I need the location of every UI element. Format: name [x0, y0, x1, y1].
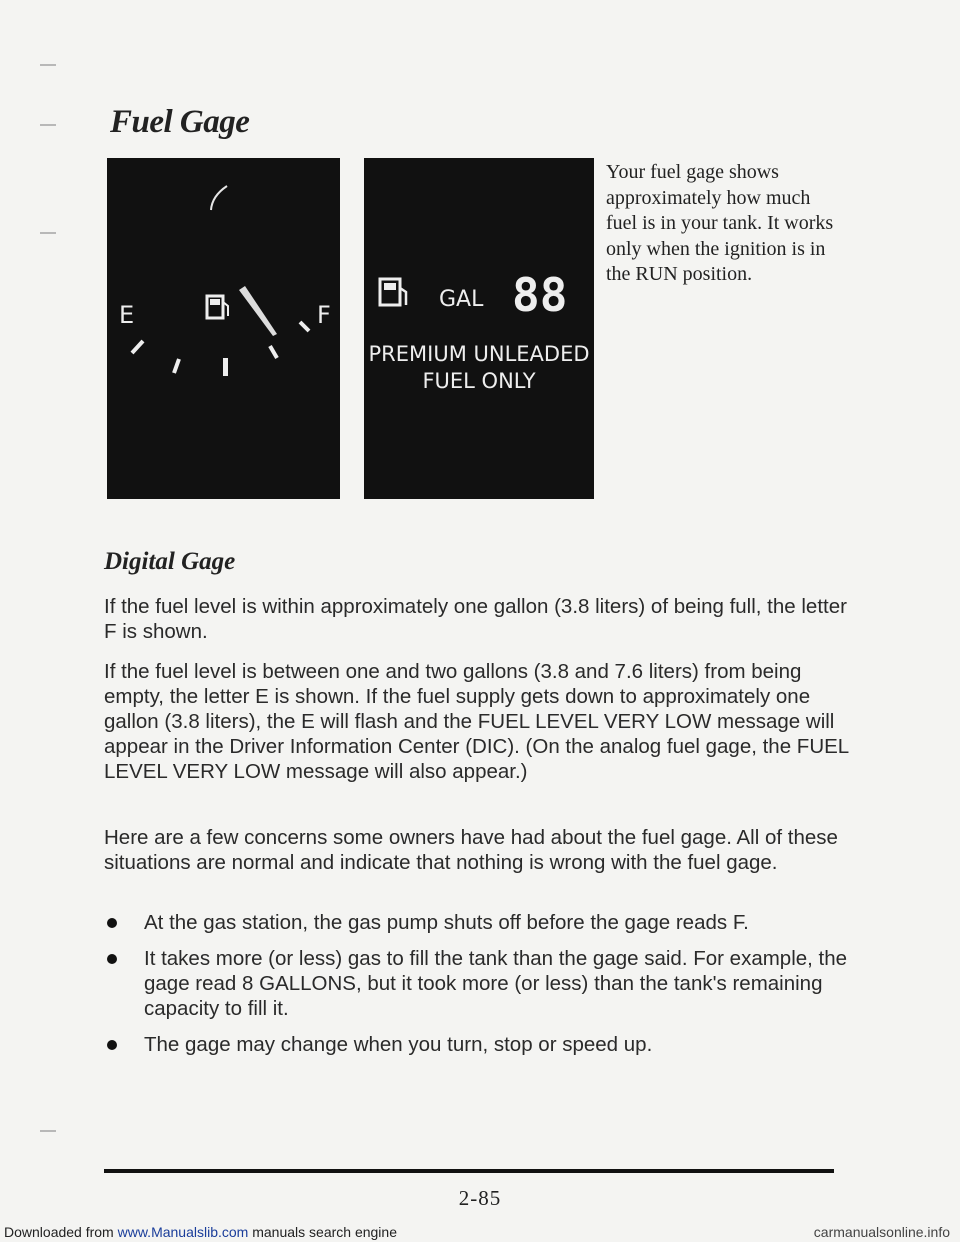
- list-item-text: The gage may change when you turn, stop or speed up.: [144, 1033, 653, 1056]
- paragraph: If the fuel level is between one and two gallons (3.8 and 7.6 liters) from being empty, the letter E is shown. If the fuel supply gets down to approximately one gallon (3.8 liters), the E will flash and the FUEL LEVEL VERY LOW message will appear in the Driver Information Center (DIC). (On the analog fuel gage, the FUEL LEVEL VERY LOW message will also appear.): [104, 660, 849, 783]
- bullet-icon: [107, 1040, 117, 1050]
- page-title: Fuel Gage: [110, 104, 250, 140]
- list-item-text: It takes more (or less) gas to fill the tank than the gage said. For example, the gage read 8 GALLONS, but it took more (or less) than the tank's remaining capacity to fill it.: [144, 947, 848, 1020]
- list-item: [104, 946, 864, 1021]
- panel-divider: [340, 158, 364, 499]
- watermark-text: carmanualsonline.info: [813, 1224, 950, 1240]
- bullet-icon: [107, 918, 117, 928]
- premium-unleaded-label: PREMIUM UNLEADED: [368, 342, 590, 366]
- fuel-only-label: FUEL ONLY: [422, 369, 536, 393]
- margin-mark: [40, 124, 56, 126]
- unit-label: GAL: [439, 287, 484, 312]
- paragraph: If the fuel level is within approximately one gallon (3.8 liters) of being full, the letter F is shown.: [104, 595, 847, 643]
- gallons-readout: 88: [512, 268, 568, 322]
- manualslib-link[interactable]: www.Manualslib.com: [117, 1224, 249, 1240]
- footer-rule: [104, 1169, 834, 1173]
- full-letter: F: [317, 301, 331, 329]
- list-item: [104, 910, 864, 935]
- margin-mark: [40, 1130, 56, 1132]
- gage-tick: [223, 358, 228, 376]
- section-heading: Digital Gage: [104, 548, 236, 575]
- margin-mark: [40, 232, 56, 234]
- intro-text: Your fuel gage shows approximately how much fuel is in your tank. It works only when the ignition is in the RUN position.: [606, 161, 834, 285]
- source-prefix: Downloaded from: [4, 1224, 118, 1240]
- source-suffix: manuals search engine: [248, 1224, 397, 1240]
- margin-mark: [40, 64, 56, 66]
- empty-letter: E: [119, 301, 135, 329]
- concerns-list: [104, 910, 864, 1068]
- fuel-gage-illustration: [107, 158, 594, 499]
- page-number: 2-85: [458, 1186, 502, 1210]
- list-item: [104, 1032, 864, 1057]
- list-item-text: At the gas station, the gas pump shuts off before the gage reads F.: [144, 911, 749, 934]
- source-footer: [4, 1224, 397, 1240]
- paragraph: Here are a few concerns some owners have had about the fuel gage. All of these situations are normal and indicate that nothing is wrong with the fuel gage.: [104, 826, 838, 874]
- bullet-icon: [107, 954, 117, 964]
